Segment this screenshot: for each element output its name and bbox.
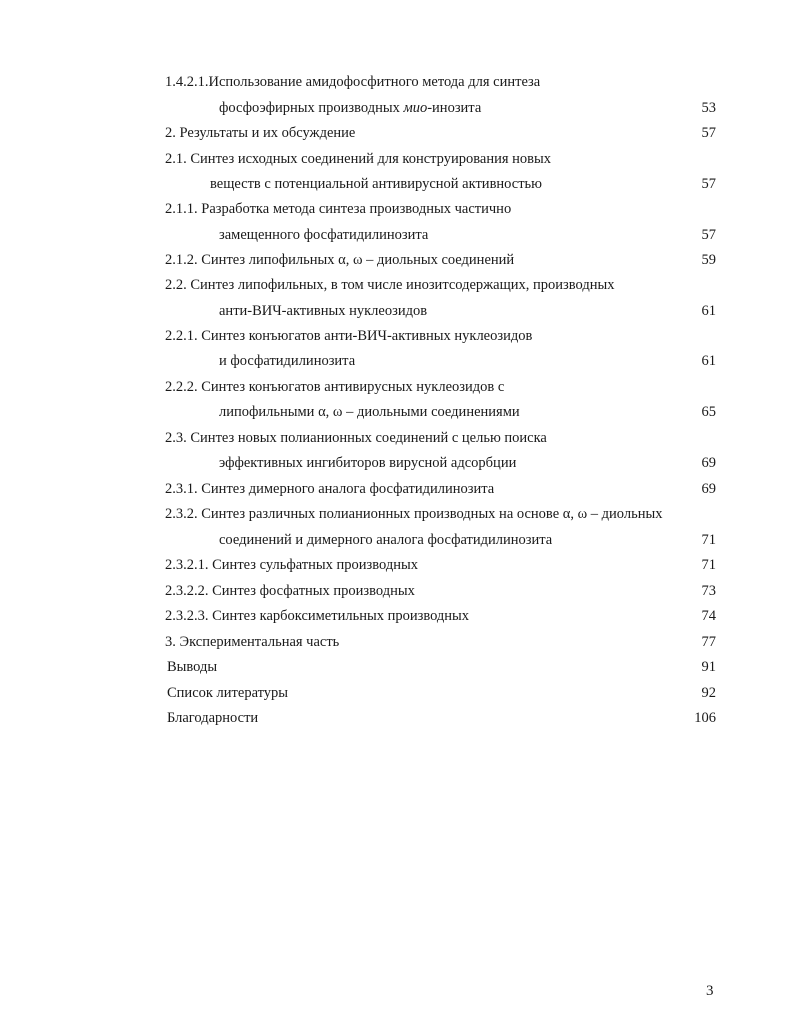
toc-entry-continuation: [0, 174, 796, 194]
toc-page-number: 61: [701, 303, 716, 319]
toc-entry-title: 2.1.1. Разработка метода синтеза производных частично: [165, 201, 512, 217]
toc-entry-title: 2.1. Синтез исходных соединений для конструирования новых: [165, 151, 551, 167]
toc-entry-title: замещенного фосфатидилинозита: [219, 227, 429, 243]
toc-entry: [0, 632, 796, 652]
toc-entry-title: 2.3.2.1. Синтез сульфатных производных: [165, 557, 418, 573]
toc-entry-title: 2.2.2. Синтез конъюгатов антивирусных нуклеозидов с: [165, 379, 505, 395]
toc-page-number: 74: [701, 608, 716, 624]
toc-page-number: 73: [701, 583, 716, 599]
toc-page-number: 57: [701, 125, 716, 141]
toc-entry: [0, 657, 796, 677]
toc-page-number: 106: [694, 710, 716, 726]
toc-page-number: 61: [701, 353, 716, 369]
toc-entry: [0, 708, 796, 728]
page-number: 3: [706, 983, 714, 999]
toc-entry: [0, 683, 796, 703]
toc-page-number: 59: [701, 252, 716, 268]
toc-entry-title: фосфоэфирных производных мио-инозита: [219, 100, 482, 116]
toc-entry-title: Благодарности: [167, 710, 259, 726]
toc-entry: [0, 606, 796, 626]
toc-entry-continuation: [0, 453, 796, 473]
toc-entry-continuation: [0, 98, 796, 118]
toc-entry-title: 3. Экспериментальная часть: [165, 634, 340, 650]
toc-entry: [0, 275, 796, 295]
toc-entry-title: 2. Результаты и их обсуждение: [165, 125, 356, 141]
toc-entry-title: веществ с потенциальной антивирусной активностью: [210, 176, 542, 192]
toc-entry: [0, 555, 796, 575]
toc-entry-continuation: [0, 301, 796, 321]
toc-entry: [0, 250, 796, 270]
toc-entry: [0, 479, 796, 499]
toc-page-number: 57: [701, 176, 716, 192]
toc-entry-title: и фосфатидилинозита: [219, 353, 356, 369]
toc-entry: [0, 199, 796, 219]
toc-entry-title: 2.3.2. Синтез различных полианионных производных на основе α, ω – диольных: [165, 506, 663, 522]
toc-entry-title: липофильными α, ω – диольными соединениями: [219, 404, 520, 420]
toc-entry: [0, 581, 796, 601]
toc-entry: [0, 149, 796, 169]
toc-entry-title: эффективных ингибиторов вирусной адсорбции: [219, 455, 517, 471]
toc-entry-title: соединений и димерного аналога фосфатидилинозита: [219, 532, 553, 548]
toc-page-number: 57: [701, 227, 716, 243]
toc-page-number: 69: [701, 481, 716, 497]
toc-page-number: 65: [701, 404, 716, 420]
toc-entry-title: Список литературы: [167, 685, 289, 701]
toc-entry: [0, 72, 796, 92]
toc-entry: [0, 504, 796, 524]
toc-entry-title: 2.3.2.3. Синтез карбоксиметильных производных: [165, 608, 470, 624]
toc-page-number: 69: [701, 455, 716, 471]
toc-entry-continuation: [0, 530, 796, 550]
toc-entry-title: 2.2.1. Синтез конъюгатов анти-ВИЧ-активных нуклеозидов: [165, 328, 533, 344]
toc-entry-title: 1.4.2.1.Использование амидофосфитного метода для синтеза: [165, 74, 541, 90]
toc-entry-title: 2.1.2. Синтез липофильных α, ω – диольных соединений: [165, 252, 515, 268]
toc-page-number: 91: [701, 659, 716, 675]
toc-page-number: 53: [701, 100, 716, 116]
toc-entry: [0, 326, 796, 346]
toc-entry: [0, 123, 796, 143]
toc-entry-continuation: [0, 351, 796, 371]
toc-page-number: 71: [701, 557, 716, 573]
toc-page-number: 77: [701, 634, 716, 650]
toc-entry-continuation: [0, 225, 796, 245]
toc-entry-title: анти-ВИЧ-активных нуклеозидов: [219, 303, 428, 319]
toc-page-number: 92: [701, 685, 716, 701]
toc-entry: [0, 428, 796, 448]
toc-entry-title: 2.2. Синтез липофильных, в том числе инозитсодержащих, производных: [165, 277, 615, 293]
toc-entry-title: 2.3.1. Синтез димерного аналога фосфатидилинозита: [165, 481, 495, 497]
toc-entry-title: 2.3.2.2. Синтез фосфатных производных: [165, 583, 415, 599]
toc-entry-title: 2.3. Синтез новых полианионных соединений с целью поиска: [165, 430, 547, 446]
toc-entry-continuation: [0, 402, 796, 422]
toc-entry: [0, 377, 796, 397]
toc-page-number: 71: [701, 532, 716, 548]
toc-entry-title: Выводы: [167, 659, 218, 675]
